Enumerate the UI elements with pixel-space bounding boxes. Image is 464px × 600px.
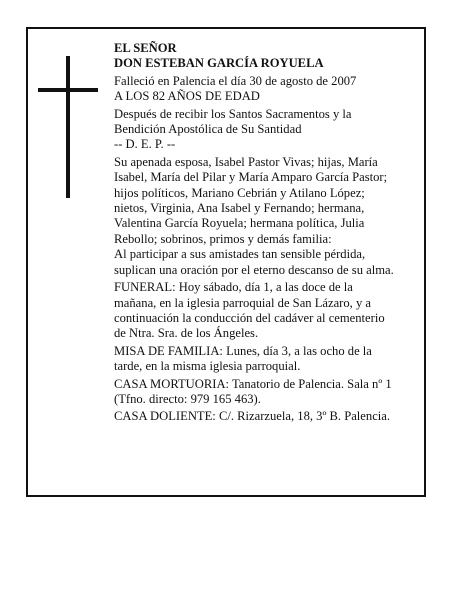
mortuary-line: CASA MORTUORIA: Tanatorio de Palencia. Sala nº 1 (114, 376, 392, 391)
family-line: Rebollo; sobrinos, primos y demás familia: (114, 231, 332, 246)
family-line: nietos, Virginia, Ana Isabel y Fernando; hermana, (114, 201, 365, 216)
funeral-line: continuación la conducción del cadáver al cementerio (114, 310, 385, 325)
notice-text (114, 41, 420, 425)
age-line: A LOS 82 AÑOS DE EDAD (114, 89, 260, 104)
cross-vertical-bar (66, 56, 70, 198)
family-mass-line: tarde, en la misma iglesia parroquial. (114, 359, 301, 374)
sacraments-line: Bendición Apostólica de Su Santidad (114, 122, 302, 137)
family-line: Su apenada esposa, Isabel Pastor Vivas; hijas, María (114, 154, 378, 169)
cross-icon (38, 56, 98, 198)
family-line: Valentina García Royuela; hermana política, Julia (114, 216, 365, 231)
sacraments-line: Después de recibir los Santos Sacramentos y la (114, 106, 352, 121)
death-notice-frame (26, 27, 426, 497)
family-mass-line: MISA DE FAMILIA: Lunes, día 3, a las ocho de la (114, 343, 372, 358)
funeral-line: mañana, en la iglesia parroquial de San Lázaro, y a (114, 295, 372, 310)
notice-title: EL SEÑOR (114, 41, 177, 55)
family-line: hijos políticos, Mariano Cebrián y Atilano López; (114, 185, 365, 200)
funeral-line: de Ntra. Sra. de los Ángeles. (114, 326, 259, 341)
death-line: Falleció en Palencia el día 30 de agosto de 2007 (114, 73, 357, 88)
home-line: CASA DOLIENTE: C/. Rizarzuela, 18, 3º B. Palencia. (114, 409, 391, 424)
mortuary-line: (Tfno. directo: 979 165 463). (114, 391, 261, 406)
request-line: Al participar a sus amistades tan sensible pérdida, (114, 247, 366, 262)
funeral-line: FUNERAL: Hoy sábado, día 1, a las doce de la (114, 280, 353, 295)
cross-horizontal-bar (38, 88, 98, 92)
deceased-name: DON ESTEBAN GARCÍA ROYUELA (114, 56, 324, 71)
dep-line: -- D. E. P. -- (114, 137, 176, 152)
family-line: Isabel, María del Pilar y María Amparo García Pastor; (114, 170, 388, 185)
request-line: suplican una oración por el eterno descanso de su alma. (114, 262, 394, 277)
